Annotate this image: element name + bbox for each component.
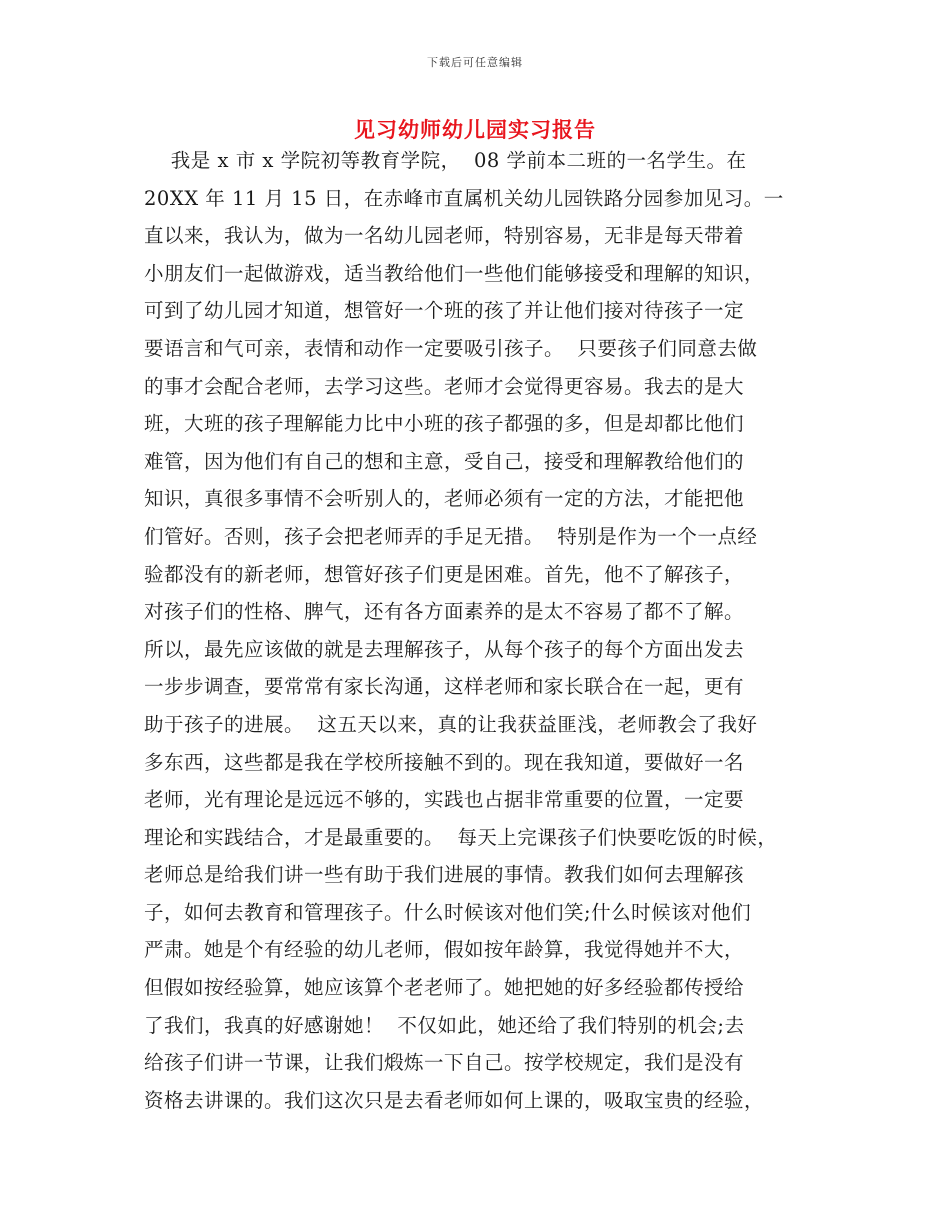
document-title: 见习幼师幼儿园实习报告 (354, 118, 596, 142)
body-text-line: 了我们，我真的好感谢她！ 不仅如此，她还给了我们特别的机会;去 (144, 1013, 745, 1037)
body-text-line: 一步步调查，要常常有家长沟通，这样老师和家长联合在一起，更有 (144, 675, 745, 699)
body-text-line: 所以，最先应该做的就是去理解孩子，从每个孩子的每个方面出发去 (144, 637, 745, 661)
document-body (144, 142, 824, 1119)
body-text-line: 老师总是给我们讲一些有助于我们进展的事情。教我们如何去理解孩 (144, 863, 745, 887)
body-text-line: 子，如何去教育和管理孩子。什么时候该对他们笑;什么时候该对他们 (144, 900, 752, 924)
header-note: 下载后可任意编辑 (427, 56, 523, 69)
body-text-line: 小朋友们一起做游戏，适当教给他们一些他们能够接受和理解的知识， (144, 261, 765, 285)
body-text-line: 对孩子们的性格、脾气，还有各方面素养的是太不容易了都不了解。 (144, 600, 745, 624)
body-text-line: 可到了幼儿园才知道，想管好一个班的孩了并让他们接对待孩子一定 (144, 299, 745, 323)
body-text-line: 直以来，我认为，做为一名幼儿园老师，特别容易，无非是每天带着 (144, 224, 745, 248)
body-text-line: 要语言和气可亲，表情和动作一定要吸引孩子。 只要孩子们同意去做 (144, 336, 758, 360)
body-text-line: 给孩子们讲一节课，让我们煅炼一下自己。按学校规定，我们是没有 (144, 1051, 745, 1075)
body-text-line: 理论和实践结合，才是最重要的。 每天上完课孩子们快要吃饭的时候， (144, 825, 778, 849)
body-text-line: 20XX 年 11 月 15 日，在赤峰市直属机关幼儿园铁路分园参加见习。一 (144, 186, 784, 210)
body-text-line: 资格去讲课的。我们这次只是去看老师如何上课的，吸取宝贵的经验， (144, 1088, 765, 1112)
body-text-line: 知识，真很多事情不会听别人的，老师必须有一定的方法，才能把他 (144, 487, 745, 511)
body-text-line: 们管好。否则，孩子会把老师弄的手足无措。 特别是作为一个一点经 (144, 524, 758, 548)
body-text-line: 老师，光有理论是远远不够的，实践也占据非常重要的位置，一定要 (144, 788, 745, 812)
body-text-line: 难管，因为他们有自己的想和主意，受自己，接受和理解教给他们的 (144, 449, 745, 473)
body-text-line: 班，大班的孩子理解能力比中小班的孩子都强的多，但是却都比他们 (144, 412, 745, 436)
body-text-line: 多东西，这些都是我在学校所接触不到的。现在我知道，要做好一名 (144, 750, 745, 774)
body-text-line: 的事才会配合老师，去学习这些。老师才会觉得更容易。我去的是大 (144, 374, 745, 398)
body-text-line: 验都没有的新老师，想管好孩子们更是困难。首先，他不了解孩子， (144, 562, 745, 586)
body-text-line: 但假如按经验算，她应该算个老老师了。她把她的好多经验都传授给 (144, 976, 745, 1000)
body-text-line: 严肃。她是个有经验的幼儿老师，假如按年龄算，我觉得她并不大， (144, 938, 745, 962)
body-text-line: 助于孩子的进展。 这五天以来，真的让我获益匪浅，老师教会了我好 (144, 712, 758, 736)
body-text-line: 我是 x 市 x 学院初等教育学院， 08 学前本二班的一名学生。在 (144, 149, 747, 172)
